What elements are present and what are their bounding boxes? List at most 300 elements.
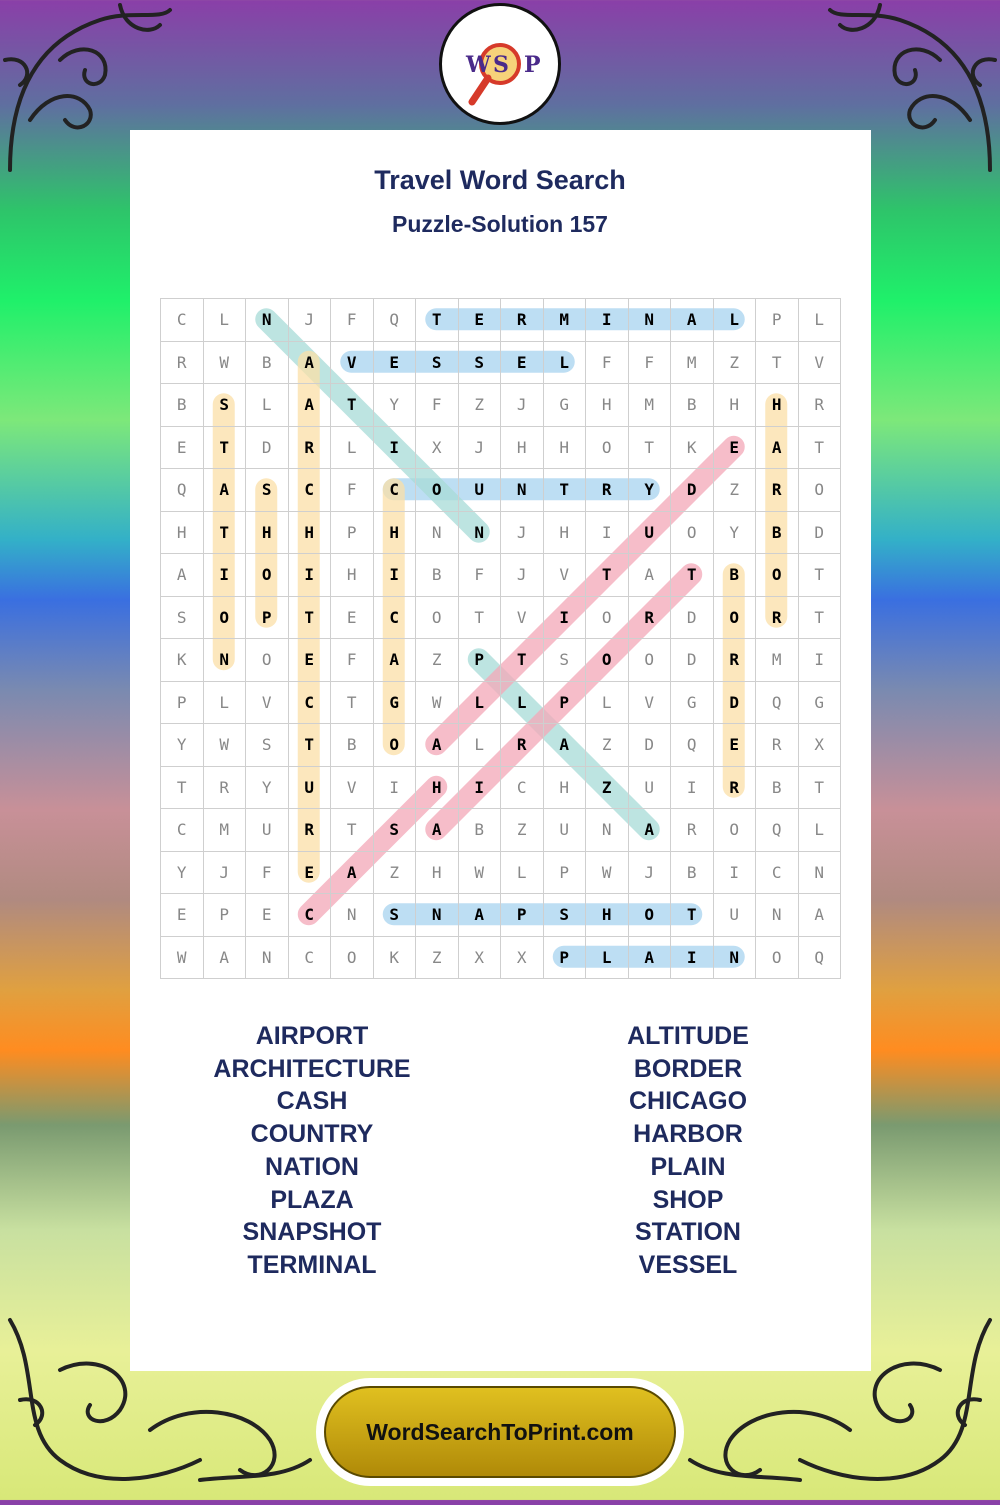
grid-cell[interactable]: B: [331, 724, 374, 767]
grid-cell[interactable]: V: [246, 681, 289, 724]
grid-cell[interactable]: H: [416, 851, 459, 894]
grid-cell[interactable]: S: [543, 894, 586, 937]
grid-cell[interactable]: M: [628, 384, 671, 427]
grid-cell[interactable]: R: [501, 724, 544, 767]
grid-cell[interactable]: B: [671, 851, 714, 894]
grid-cell[interactable]: P: [161, 681, 204, 724]
letter-grid: [160, 298, 841, 979]
grid-row: [161, 894, 841, 937]
grid-cell[interactable]: A: [203, 936, 246, 979]
grid-cell[interactable]: N: [628, 299, 671, 342]
grid-cell[interactable]: I: [373, 426, 416, 469]
grid-cell[interactable]: N: [713, 936, 756, 979]
grid-cell[interactable]: Y: [161, 851, 204, 894]
grid-cell[interactable]: Y: [628, 469, 671, 512]
website-label: WordSearchToPrint.com: [324, 1386, 676, 1478]
grid-cell[interactable]: H: [586, 894, 629, 937]
grid-cell[interactable]: R: [161, 341, 204, 384]
grid-row: [161, 851, 841, 894]
grid-cell[interactable]: N: [416, 511, 459, 554]
grid-cell[interactable]: N: [416, 894, 459, 937]
grid-cell[interactable]: B: [161, 384, 204, 427]
grid-cell[interactable]: E: [288, 639, 331, 682]
grid-cell[interactable]: F: [416, 384, 459, 427]
grid-cell[interactable]: L: [713, 299, 756, 342]
grid-cell[interactable]: I: [671, 766, 714, 809]
grid-cell[interactable]: Y: [246, 766, 289, 809]
grid-cell[interactable]: V: [331, 766, 374, 809]
grid-cell[interactable]: E: [458, 299, 501, 342]
grid-cell[interactable]: U: [458, 469, 501, 512]
grid-cell[interactable]: J: [458, 426, 501, 469]
grid-cell[interactable]: O: [416, 596, 459, 639]
grid-cell[interactable]: N: [458, 511, 501, 554]
grid-cell[interactable]: M: [671, 341, 714, 384]
grid-row: [161, 681, 841, 724]
grid-cell[interactable]: S: [416, 341, 459, 384]
grid-cell[interactable]: P: [543, 681, 586, 724]
grid-cell[interactable]: O: [586, 426, 629, 469]
grid-cell[interactable]: F: [331, 469, 374, 512]
grid-cell[interactable]: P: [246, 596, 289, 639]
grid-cell[interactable]: O: [713, 809, 756, 852]
grid-cell[interactable]: Q: [756, 681, 799, 724]
grid-cell[interactable]: I: [713, 851, 756, 894]
word-list-item: PLAZA: [270, 1185, 354, 1214]
grid-cell[interactable]: C: [161, 809, 204, 852]
grid-cell[interactable]: Z: [501, 809, 544, 852]
grid-cell[interactable]: H: [543, 426, 586, 469]
grid-cell[interactable]: Z: [373, 851, 416, 894]
grid-cell[interactable]: U: [713, 894, 756, 937]
page-title: Travel Word Search: [374, 165, 626, 195]
grid-cell[interactable]: K: [671, 426, 714, 469]
grid-cell[interactable]: T: [161, 766, 204, 809]
grid-cell[interactable]: E: [331, 596, 374, 639]
grid-cell[interactable]: P: [331, 511, 374, 554]
grid-cell[interactable]: L: [543, 341, 586, 384]
grid-cell[interactable]: Z: [416, 639, 459, 682]
grid-cell[interactable]: O: [671, 511, 714, 554]
grid-cell[interactable]: T: [671, 894, 714, 937]
grid-cell[interactable]: Z: [586, 724, 629, 767]
grid-cell[interactable]: B: [458, 809, 501, 852]
grid-cell[interactable]: K: [373, 936, 416, 979]
grid-cell[interactable]: E: [161, 426, 204, 469]
grid-cell[interactable]: R: [756, 596, 799, 639]
grid-cell[interactable]: L: [798, 299, 841, 342]
grid-cell[interactable]: E: [713, 426, 756, 469]
grid-cell[interactable]: S: [161, 596, 204, 639]
word-list-right: [538, 1020, 838, 1282]
grid-cell[interactable]: N: [756, 894, 799, 937]
grid-cell[interactable]: N: [501, 469, 544, 512]
grid-cell[interactable]: L: [458, 724, 501, 767]
grid-cell[interactable]: L: [501, 851, 544, 894]
wsp-logo[interactable]: [439, 3, 561, 125]
grid-cell[interactable]: T: [628, 426, 671, 469]
word-list-item: PLAIN: [650, 1152, 726, 1181]
grid-cell[interactable]: O: [586, 596, 629, 639]
grid-cell[interactable]: L: [458, 681, 501, 724]
grid-cell[interactable]: T: [288, 596, 331, 639]
grid-cell[interactable]: T: [416, 299, 459, 342]
grid-cell[interactable]: C: [756, 851, 799, 894]
word-list-item: CASH: [276, 1087, 348, 1116]
grid-cell[interactable]: L: [586, 681, 629, 724]
grid-cell[interactable]: A: [628, 936, 671, 979]
grid-cell[interactable]: H: [543, 766, 586, 809]
grid-cell[interactable]: O: [373, 724, 416, 767]
grid-cell[interactable]: O: [628, 894, 671, 937]
grid-cell[interactable]: O: [246, 554, 289, 597]
grid-cell[interactable]: M: [543, 299, 586, 342]
grid-cell[interactable]: O: [798, 469, 841, 512]
grid-cell[interactable]: F: [246, 851, 289, 894]
grid-cell[interactable]: M: [203, 809, 246, 852]
grid-cell[interactable]: R: [288, 426, 331, 469]
grid-cell[interactable]: R: [671, 809, 714, 852]
grid-cell[interactable]: F: [331, 299, 374, 342]
grid-cell[interactable]: S: [373, 894, 416, 937]
word-list-item: TERMINAL: [247, 1250, 377, 1279]
grid-row: [161, 766, 841, 809]
grid-cell[interactable]: J: [501, 511, 544, 554]
grid-cell[interactable]: Q: [671, 724, 714, 767]
grid-cell[interactable]: R: [713, 766, 756, 809]
grid-cell[interactable]: V: [798, 341, 841, 384]
grid-cell[interactable]: P: [501, 894, 544, 937]
grid-cell[interactable]: A: [416, 724, 459, 767]
grid-cell[interactable]: N: [798, 851, 841, 894]
grid-cell[interactable]: F: [586, 341, 629, 384]
grid-cell[interactable]: W: [203, 341, 246, 384]
grid-cell[interactable]: R: [756, 469, 799, 512]
grid-cell[interactable]: B: [756, 766, 799, 809]
grid-cell[interactable]: T: [798, 596, 841, 639]
grid-cell[interactable]: O: [416, 469, 459, 512]
grid-cell[interactable]: A: [288, 341, 331, 384]
grid-cell[interactable]: T: [756, 341, 799, 384]
word-list-left: [162, 1020, 462, 1282]
grid-cell[interactable]: R: [798, 384, 841, 427]
grid-cell[interactable]: U: [543, 809, 586, 852]
grid-row: [161, 384, 841, 427]
grid-cell[interactable]: V: [501, 596, 544, 639]
logo-letter-w: W: [466, 52, 491, 78]
grid-cell[interactable]: N: [246, 936, 289, 979]
grid-cell[interactable]: W: [203, 724, 246, 767]
grid-cell[interactable]: E: [288, 851, 331, 894]
grid-cell[interactable]: U: [288, 766, 331, 809]
grid-row: [161, 596, 841, 639]
word-list-item: CHICAGO: [628, 1087, 748, 1116]
grid-cell[interactable]: C: [501, 766, 544, 809]
grid-cell[interactable]: A: [288, 384, 331, 427]
grid-cell[interactable]: B: [671, 384, 714, 427]
grid-cell[interactable]: Y: [373, 384, 416, 427]
grid-cell[interactable]: L: [798, 809, 841, 852]
grid-cell[interactable]: H: [416, 766, 459, 809]
grid-cell[interactable]: A: [628, 554, 671, 597]
word-list-item: ARCHITECTURE: [213, 1054, 411, 1083]
grid-cell[interactable]: M: [756, 639, 799, 682]
grid-cell[interactable]: C: [288, 894, 331, 937]
grid-cell[interactable]: L: [501, 681, 544, 724]
grid-cell[interactable]: G: [373, 681, 416, 724]
grid-cell[interactable]: F: [331, 639, 374, 682]
grid-cell[interactable]: O: [586, 639, 629, 682]
grid-cell[interactable]: R: [713, 639, 756, 682]
grid-cell[interactable]: X: [798, 724, 841, 767]
grid-cell[interactable]: H: [586, 384, 629, 427]
grid-cell[interactable]: I: [373, 766, 416, 809]
grid-cell[interactable]: P: [543, 936, 586, 979]
grid-cell[interactable]: N: [246, 299, 289, 342]
grid-cell[interactable]: N: [331, 894, 374, 937]
grid-cell[interactable]: T: [543, 469, 586, 512]
grid-cell[interactable]: T: [671, 554, 714, 597]
grid-cell[interactable]: A: [458, 894, 501, 937]
grid-cell[interactable]: X: [458, 936, 501, 979]
grid-cell[interactable]: W: [416, 681, 459, 724]
grid-cell[interactable]: B: [713, 554, 756, 597]
grid-cell[interactable]: D: [628, 724, 671, 767]
grid-cell[interactable]: H: [756, 384, 799, 427]
grid-cell[interactable]: R: [628, 596, 671, 639]
grid-cell[interactable]: H: [543, 511, 586, 554]
grid-cell[interactable]: Z: [458, 384, 501, 427]
word-list-item: AIRPORT: [255, 1022, 369, 1050]
grid-cell[interactable]: D: [713, 681, 756, 724]
grid-cell[interactable]: C: [373, 596, 416, 639]
grid-cell[interactable]: T: [458, 596, 501, 639]
word-list-item: STATION: [634, 1218, 741, 1247]
grid-cell[interactable]: R: [586, 469, 629, 512]
grid-cell[interactable]: G: [543, 384, 586, 427]
grid-cell[interactable]: E: [161, 894, 204, 937]
grid-cell[interactable]: J: [501, 554, 544, 597]
grid-cell[interactable]: R: [501, 299, 544, 342]
grid-row: [161, 554, 841, 597]
grid-cell[interactable]: T: [331, 809, 374, 852]
grid-cell[interactable]: Z: [713, 469, 756, 512]
word-list-item: NATION: [265, 1152, 359, 1181]
grid-cell[interactable]: A: [203, 469, 246, 512]
grid-cell[interactable]: V: [543, 554, 586, 597]
word-list-item: SNAPSHOT: [242, 1218, 382, 1247]
logo-letter-s: S: [493, 52, 509, 78]
grid-cell[interactable]: S: [246, 469, 289, 512]
grid-cell[interactable]: C: [288, 681, 331, 724]
grid-cell[interactable]: Q: [373, 299, 416, 342]
grid-cell[interactable]: S: [458, 341, 501, 384]
grid-cell[interactable]: O: [203, 596, 246, 639]
grid-cell[interactable]: S: [543, 639, 586, 682]
word-list-item: SHOP: [652, 1185, 724, 1214]
grid-cell[interactable]: T: [331, 384, 374, 427]
word-list-item: VESSEL: [638, 1250, 738, 1279]
word-list-item: COUNTRY: [250, 1120, 374, 1149]
grid-cell[interactable]: E: [713, 724, 756, 767]
grid-cell[interactable]: H: [288, 511, 331, 554]
grid-cell[interactable]: T: [203, 511, 246, 554]
grid-cell[interactable]: V: [628, 681, 671, 724]
grid-cell[interactable]: L: [203, 681, 246, 724]
grid-cell[interactable]: F: [458, 554, 501, 597]
grid-cell[interactable]: C: [161, 299, 204, 342]
grid-cell[interactable]: Y: [161, 724, 204, 767]
grid-cell[interactable]: T: [501, 639, 544, 682]
grid-cell[interactable]: Z: [586, 766, 629, 809]
grid-cell[interactable]: R: [288, 809, 331, 852]
grid-cell[interactable]: N: [586, 809, 629, 852]
grid-cell[interactable]: V: [331, 341, 374, 384]
grid-cell[interactable]: T: [586, 554, 629, 597]
grid-cell[interactable]: A: [373, 639, 416, 682]
grid-cell[interactable]: C: [288, 936, 331, 979]
grid-cell[interactable]: B: [416, 554, 459, 597]
logo-letter-p: P: [524, 52, 541, 78]
grid-cell[interactable]: B: [756, 511, 799, 554]
grid-cell[interactable]: L: [246, 384, 289, 427]
grid-cell[interactable]: T: [203, 426, 246, 469]
grid-cell[interactable]: T: [331, 681, 374, 724]
grid-row: [161, 426, 841, 469]
grid-cell[interactable]: W: [161, 936, 204, 979]
grid-cell[interactable]: P: [543, 851, 586, 894]
grid-cell[interactable]: A: [331, 851, 374, 894]
grid-cell[interactable]: X: [416, 426, 459, 469]
grid-row: [161, 341, 841, 384]
grid-cell[interactable]: A: [756, 426, 799, 469]
grid-row: [161, 511, 841, 554]
grid-cell[interactable]: L: [331, 426, 374, 469]
grid-cell[interactable]: U: [246, 809, 289, 852]
website-button[interactable]: [316, 1378, 684, 1486]
grid-cell[interactable]: C: [288, 469, 331, 512]
grid-cell[interactable]: Q: [756, 809, 799, 852]
grid-cell[interactable]: R: [756, 724, 799, 767]
grid-cell[interactable]: O: [331, 936, 374, 979]
grid-cell[interactable]: I: [671, 936, 714, 979]
grid-row: [161, 724, 841, 767]
grid-cell[interactable]: I: [288, 554, 331, 597]
grid-row: [161, 639, 841, 682]
grid-row: [161, 469, 841, 512]
grid-cell[interactable]: K: [161, 639, 204, 682]
grid-cell[interactable]: Q: [161, 469, 204, 512]
magnifier-handle-icon: [472, 78, 488, 102]
grid-cell[interactable]: I: [543, 596, 586, 639]
word-list-item: BORDER: [633, 1054, 743, 1083]
grid-cell[interactable]: X: [501, 936, 544, 979]
grid-row: [161, 936, 841, 979]
grid-cell[interactable]: C: [373, 469, 416, 512]
grid-cell[interactable]: O: [628, 639, 671, 682]
grid-cell[interactable]: F: [628, 341, 671, 384]
page-subtitle: Puzzle-Solution 157: [392, 211, 608, 237]
grid-cell[interactable]: G: [671, 681, 714, 724]
grid-cell[interactable]: P: [756, 299, 799, 342]
grid-cell[interactable]: W: [458, 851, 501, 894]
grid-cell[interactable]: S: [203, 384, 246, 427]
grid-cell[interactable]: H: [246, 511, 289, 554]
grid-cell[interactable]: T: [798, 426, 841, 469]
grid-cell[interactable]: R: [203, 766, 246, 809]
grid-cell[interactable]: J: [288, 299, 331, 342]
grid-cell[interactable]: Z: [713, 341, 756, 384]
grid-cell[interactable]: I: [458, 766, 501, 809]
grid-cell[interactable]: D: [798, 511, 841, 554]
grid-cell[interactable]: A: [798, 894, 841, 937]
grid-cell[interactable]: N: [203, 639, 246, 682]
grid-cell[interactable]: O: [756, 936, 799, 979]
grid-cell[interactable]: J: [501, 384, 544, 427]
grid-cell[interactable]: O: [246, 639, 289, 682]
word-search-grid: [160, 298, 840, 978]
grid-cell[interactable]: Q: [798, 936, 841, 979]
grid-cell[interactable]: S: [373, 809, 416, 852]
grid-cell[interactable]: D: [246, 426, 289, 469]
word-list-item: ALTITUDE: [627, 1022, 749, 1050]
grid-cell[interactable]: L: [586, 936, 629, 979]
grid-cell[interactable]: H: [501, 426, 544, 469]
grid-cell[interactable]: I: [798, 639, 841, 682]
grid-cell[interactable]: B: [246, 341, 289, 384]
grid-cell[interactable]: E: [246, 894, 289, 937]
grid-cell[interactable]: I: [373, 554, 416, 597]
grid-cell[interactable]: H: [331, 554, 374, 597]
grid-cell[interactable]: P: [203, 894, 246, 937]
grid-cell[interactable]: G: [798, 681, 841, 724]
grid-cell[interactable]: J: [628, 851, 671, 894]
grid-cell[interactable]: H: [161, 511, 204, 554]
grid-cell[interactable]: I: [586, 299, 629, 342]
grid-cell[interactable]: D: [671, 639, 714, 682]
grid-cell[interactable]: A: [628, 809, 671, 852]
grid-cell[interactable]: T: [798, 766, 841, 809]
grid-cell[interactable]: D: [671, 469, 714, 512]
grid-cell[interactable]: W: [586, 851, 629, 894]
grid-cell[interactable]: E: [373, 341, 416, 384]
grid-cell[interactable]: T: [288, 724, 331, 767]
grid-cell[interactable]: A: [161, 554, 204, 597]
grid-cell[interactable]: D: [671, 596, 714, 639]
grid-cell[interactable]: Z: [416, 936, 459, 979]
grid-cell[interactable]: A: [671, 299, 714, 342]
grid-cell[interactable]: H: [373, 511, 416, 554]
grid-cell[interactable]: I: [203, 554, 246, 597]
grid-cell[interactable]: I: [586, 511, 629, 554]
grid-cell[interactable]: O: [713, 596, 756, 639]
grid-cell[interactable]: P: [458, 639, 501, 682]
grid-cell[interactable]: L: [203, 299, 246, 342]
grid-cell[interactable]: U: [628, 766, 671, 809]
grid-cell[interactable]: U: [628, 511, 671, 554]
grid-cell[interactable]: E: [501, 341, 544, 384]
grid-cell[interactable]: S: [246, 724, 289, 767]
grid-cell[interactable]: H: [713, 384, 756, 427]
grid-cell[interactable]: A: [416, 809, 459, 852]
grid-cell[interactable]: J: [203, 851, 246, 894]
grid-row: [161, 809, 841, 852]
grid-row: [161, 299, 841, 342]
grid-cell[interactable]: A: [543, 724, 586, 767]
grid-cell[interactable]: T: [798, 554, 841, 597]
grid-cell[interactable]: Y: [713, 511, 756, 554]
grid-cell[interactable]: O: [756, 554, 799, 597]
